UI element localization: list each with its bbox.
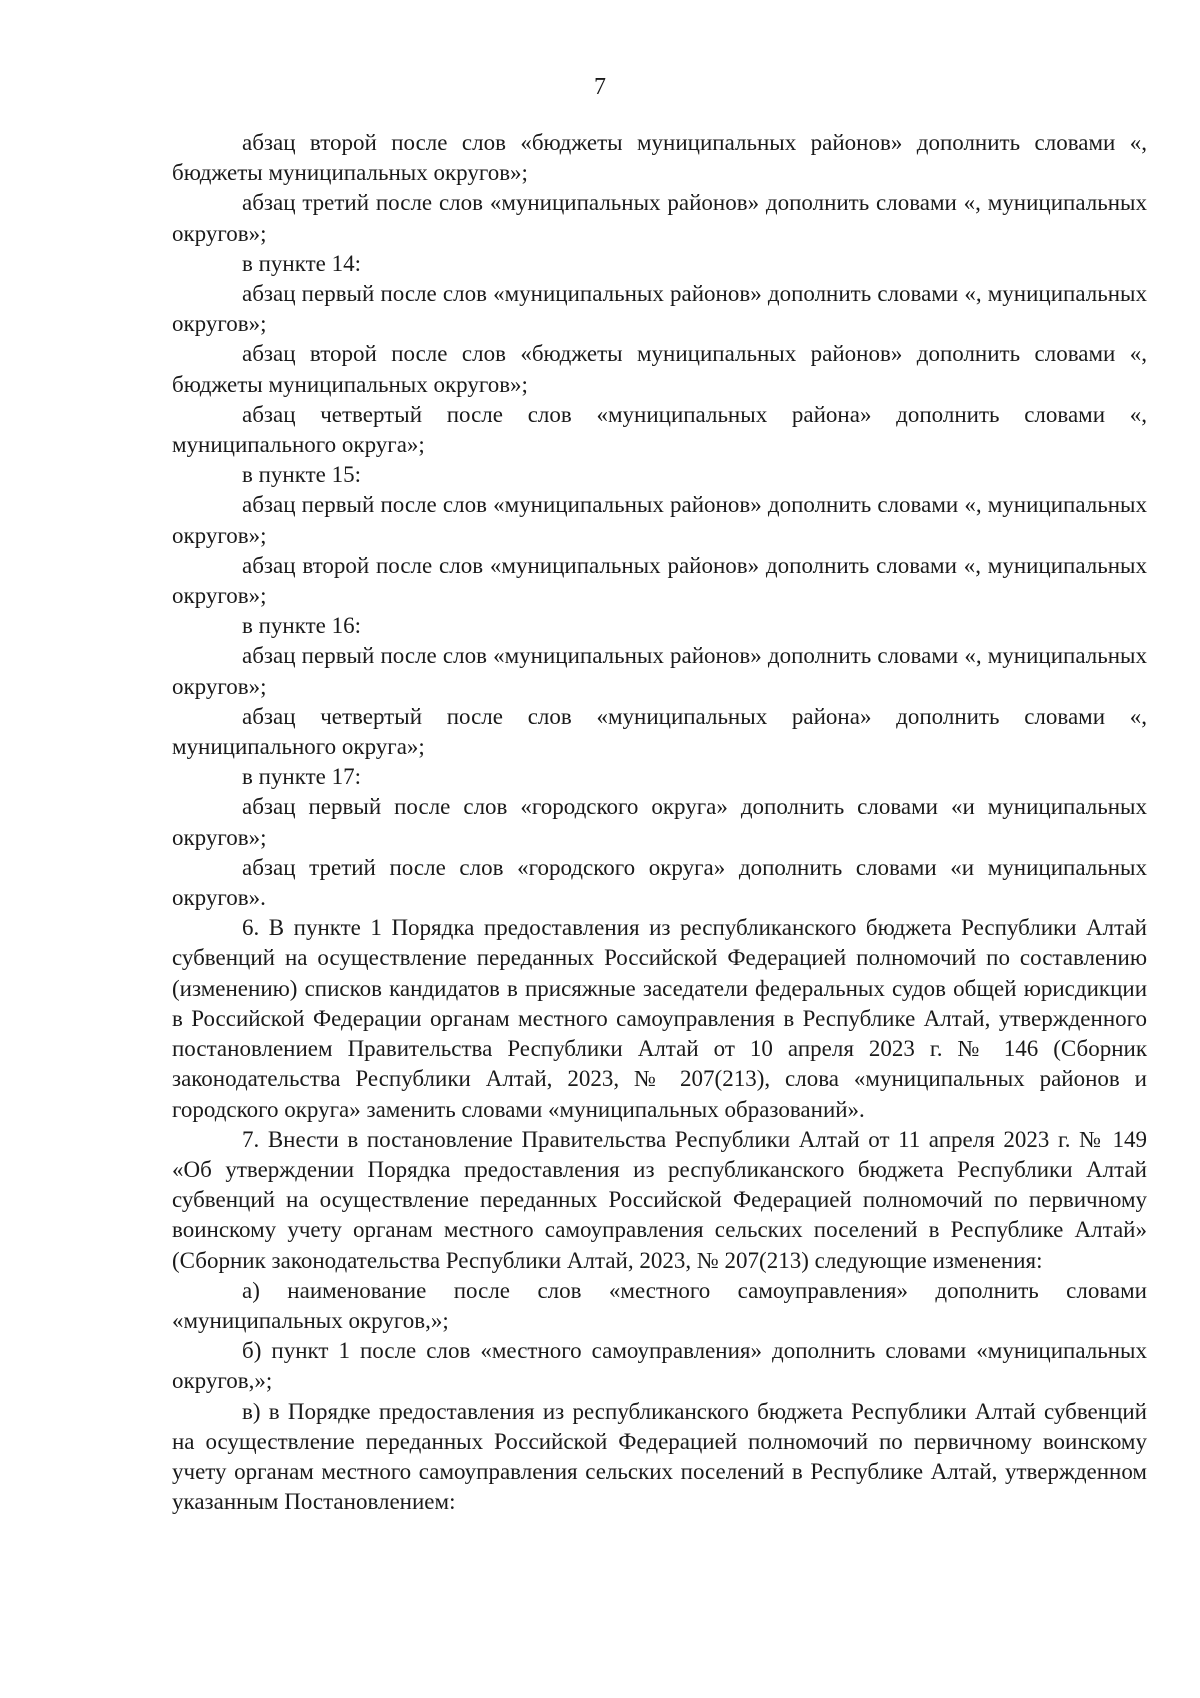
paragraph: в пункте 14:	[242, 250, 361, 276]
paragraph: абзац второй после слов «бюджеты муниципальных районов» дополнить словами «, бюджеты муниципальных округов»;	[172, 341, 1147, 397]
paragraph: абзац второй после слов «бюджеты муниципальных районов» дополнить словами «, бюджеты муниципальных округов»;	[172, 130, 1147, 186]
document-body	[172, 128, 1147, 1517]
paragraph: в пункте 16:	[242, 613, 361, 639]
paragraph: 7. Внести в постановление Правительства Республики Алтай от 11 апреля 2023 г. № 149 «Об утверждении Порядка предоставления из республиканского бюджета Республики Алтай субвенций на осуществление переданных Российской Федерацией полномочий по первичному воинскому учету органам местного самоуправления сельских поселений в Республике Алтай» (Сборник законодательства Республики Алтай, 2023, № 207(213) следующие изменения:	[172, 1126, 1147, 1273]
paragraph: абзац второй после слов «муниципальных районов» дополнить словами «, муниципальных округов»;	[172, 552, 1147, 609]
paragraph: в) в Порядке предоставления из республиканского бюджета Республики Алтай субвенций на осуществление переданных Российской Федерацией полномочий по первичному воинскому учету органам местного самоуправления сельских поселений в Республике Алтай, утвержденном указанным Постановлением:	[172, 1398, 1147, 1515]
paragraph: абзац первый после слов «муниципальных районов» дополнить словами «, муниципальных округов»;	[172, 492, 1147, 548]
paragraph: б) пункт 1 после слов «местного самоуправления» дополнить словами «муниципальных округов,»;	[172, 1338, 1147, 1394]
paragraph: а) наименование после слов «местного самоуправления» дополнить словами «муниципальных округов,»;	[172, 1277, 1147, 1333]
paragraph: абзац третий после слов «городского округа» дополнить словами «и муниципальных округов».	[172, 854, 1147, 911]
page-number: 7	[594, 74, 606, 100]
paragraph: абзац первый после слов «муниципальных районов» дополнить словами «, муниципальных округов»;	[172, 643, 1147, 699]
paragraph: в пункте 17:	[242, 764, 361, 790]
paragraph: в пункте 15:	[242, 462, 361, 488]
paragraph: абзац четвертый после слов «муниципальных района» дополнить словами «, муниципального округа»;	[172, 703, 1147, 760]
paragraph: абзац четвертый после слов «муниципальных района» дополнить словами «, муниципального округа»;	[172, 401, 1147, 458]
paragraph: абзац первый после слов «муниципальных районов» дополнить словами «, муниципальных округов»;	[172, 281, 1147, 337]
paragraph: 6. В пункте 1 Порядка предоставления из республиканского бюджета Республики Алтай субвенций на осуществление переданных Российской Федерацией полномочий по составлению (изменению) списков кандидатов в присяжные заседатели федеральных судов общей юрисдикции в Российской Федерации органам местного самоуправления в Республике Алтай, утвержденного постановлением Правительства Республики Алтай от 10 апреля 2023 г. № 146 (Сборник законодательства Республики Алтай, 2023, № 207(213), слова «муниципальных районов и городского округа» заменить словами «муниципальных образований».	[172, 915, 1147, 1122]
paragraph: абзац третий после слов «муниципальных районов» дополнить словами «, муниципальных округов»;	[172, 190, 1147, 246]
paragraph: абзац первый после слов «городского округа» дополнить словами «и муниципальных округов»;	[172, 794, 1147, 850]
